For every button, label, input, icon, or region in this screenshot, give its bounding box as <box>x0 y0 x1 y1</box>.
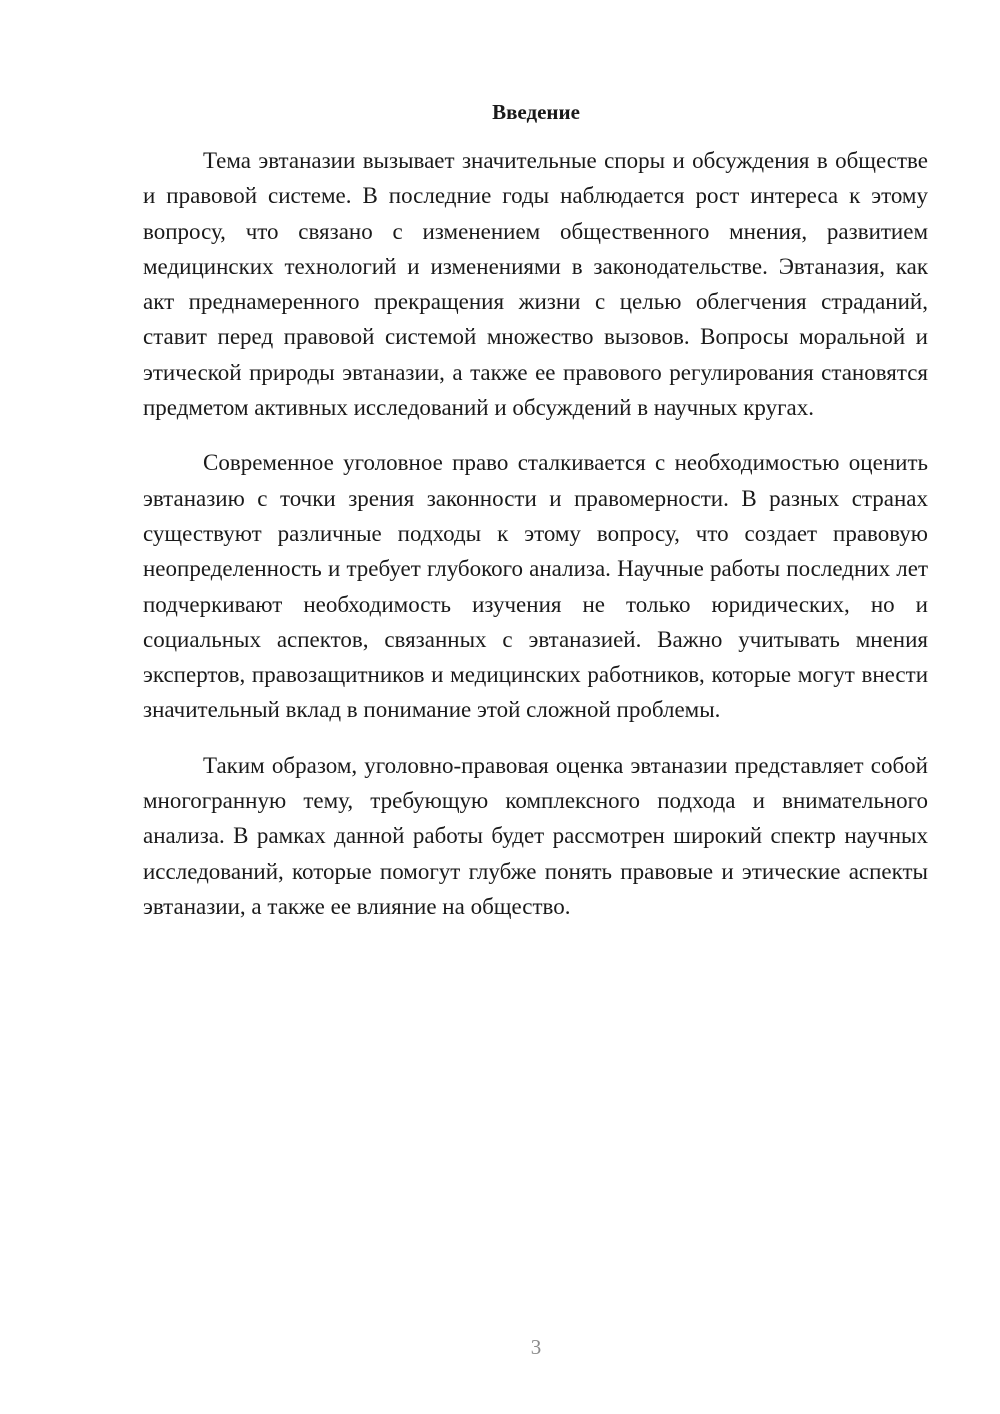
body-text <box>143 143 928 944</box>
page-number: 3 <box>530 1335 542 1359</box>
section-heading: Введение <box>492 100 580 124</box>
paragraph-1: Тема эвтаназии вызывает значительные споры и обсуждения в обществе и правовой системе. В последние годы наблюдается рост интереса к этому вопросу, что связано с изменением общественного мнения, развитием медицинских технологий и изменениями в законодательстве. Эвтаназия, как акт преднамеренного прекращения жизни с целью облегчения страданий, ставит перед правовой системой множество вызовов. Вопросы моральной и этической природы эвтаназии, а также ее правового регулирования становятся предметом активных исследований и обсуждений в научных кругах. <box>143 148 928 421</box>
paragraph-2: Современное уголовное право сталкивается с необходимостью оценить эвтаназию с точки зрения законности и правомерности. В разных странах существуют различные подходы к этому вопросу, что создает правовую неопределенность и требует глубокого анализа. Научные работы последних лет подчеркивают необходимость изучения не только юридических, но и социальных аспектов, связанных с эвтаназией. Важно учитывать мнения экспертов, правозащитников и медицинских работников, которые могут внести значительный вклад в понимание этой сложной проблемы. <box>143 450 928 723</box>
paragraph-3: Таким образом, уголовно-правовая оценка эвтаназии представляет собой многогранную тему, требующую комплексного подхода и внимательного анализа. В рамках данной работы будет рассмотрен широкий спектр научных исследований, которые помогут глубже понять правовые и этические аспекты эвтаназии, а также ее влияние на общество. <box>143 752 928 919</box>
